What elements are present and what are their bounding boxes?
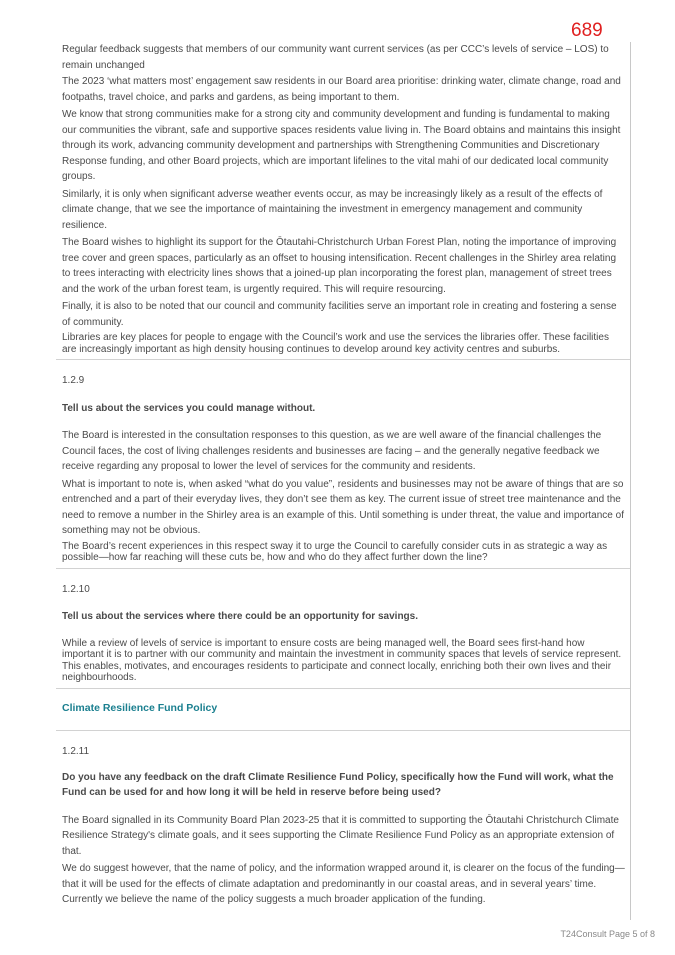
page-footer: T24Consult Page 5 of 8: [560, 929, 655, 939]
section-divider: [56, 688, 630, 689]
climate-resilience-section: [56, 701, 630, 717]
question-title: Tell us about the services you could manage without.: [62, 402, 316, 414]
intro-paragraph: The Board wishes to highlight its support for the Ōtautahi-Christchurch Urban Forest Plan, noting the importance of improving tree cover and green spaces, particularly as an offset to housing intensification. Recent challenges in the Shirley area relating to trees interacting with electricity lines shows that a joined-up plan incorporating the forest plan, management of street trees and the work of the urban forest team, is urgently required. This will require resourcing.: [62, 237, 617, 295]
question-1-2-9: [56, 373, 630, 564]
answer-paragraph: We do suggest however, that the name of policy, and the information wrapped around it, is clearer on the focus of the funding—that it will be used for the effects of climate adaptation and predominantly in our coastal areas, and in several years’ time. Currently we believe the name of the policy suggests a much broader application of the funding.: [62, 863, 625, 905]
question-number: 1.2.10: [62, 583, 90, 595]
answer-paragraph: The Board signalled in its Community Board Plan 2023-25 that it is committed to supporting the Ōtautahi Christchurch Climate Resilience Strategy's climate goals, and it sees supporting the Climate Resilience Fund Policy as an appropriate extension of that.: [62, 814, 619, 857]
document-body: [56, 42, 631, 920]
question-number: 1.2.11: [62, 746, 90, 757]
answer-paragraph: The Board is interested in the consultation responses to this question, as we are well aware of the financial challenges the Council faces, the cost of living challenges residents and businesses are facing – and the generally negative feedback we receive regarding any proposal to lower the level of services for the community and residents.: [62, 430, 602, 472]
intro-paragraph: The 2023 ‘what matters most’ engagement saw residents in our Board area prioritise: drinking water, climate change, road and footpaths, travel choice, and parks and gardens, as being important to them.: [62, 76, 621, 103]
intro-paragraph: Similarly, it is only when significant adverse weather events occur, as may be increasingly likely as a result of the effects of climate change, that we see the importance of maintaining the investment in emergency management and community resilience.: [62, 188, 603, 231]
intro-paragraph: We know that strong communities make for a strong city and community development and funding is fundamental to making our communities the vibrant, safe and supportive spaces residents value living in. The Board obtains and maintains this insight through its work, advancing community development and partnerships with Strengthening Communities and Discretionary Response funding, and other Board projects, which are important lifelines to the vital mahi of our dedicated local community groups.: [62, 109, 621, 182]
question-1-2-10: [56, 582, 630, 684]
answer-paragraph: The Board’s recent experiences in this respect sway it to urge the Council to carefully consider cuts in as strategic a way as possible—how far reaching will these cuts be, how and who do they affect further down the line?: [62, 540, 608, 563]
answer-paragraph: While a review of levels of service is important to ensure costs are being managed well, the Board sees first-hand how important it is to partner with our community and maintain the investment in community spaces that levels of service represent. This enables, motivates, and encourages residents to participate and connect locally, enriching both their own lives and their neighbourhoods.: [62, 637, 622, 683]
section-divider: [56, 359, 630, 360]
intro-paragraph: Finally, it is also to be noted that our council and community facilities serve an important role in creating and fostering a sense of community.: [62, 301, 617, 328]
section-divider: [56, 730, 630, 731]
question-number: 1.2.9: [62, 375, 85, 386]
section-divider: [56, 568, 630, 569]
section-heading: Climate Resilience Fund Policy: [62, 701, 218, 714]
intro-section: [56, 42, 630, 355]
intro-paragraph: Libraries are key places for people to engage with the Council’s work and use the services the libraries offer. These facilities are increasingly important as high density housing continues to develop around key activity centres and suburbs.: [62, 332, 609, 355]
answer-paragraph: What is important to note is, when asked “what do you value”, residents and businesses may not be aware of things that are so entrenched and a part of their everyday lives, they don’t see them as key. The current issue of street tree maintenance and the need to remove a number in the Shirley area is an example of this. Until something is under threat, the value and importance of something may not be obvious.: [62, 478, 624, 536]
page-number: 689: [571, 20, 603, 41]
question-title: Do you have any feedback on the draft Climate Resilience Fund Policy, specifically how the Fund will work, what the Fund can be used for and how long it will be held in reserve before being used?: [62, 771, 614, 798]
intro-paragraph: Regular feedback suggests that members of our community want current services (as per CCC’s levels of service – LOS) to remain unchanged: [62, 44, 609, 71]
question-title: Tell us about the services where there could be an opportunity for savings.: [62, 611, 419, 622]
question-1-2-11: [56, 744, 630, 908]
